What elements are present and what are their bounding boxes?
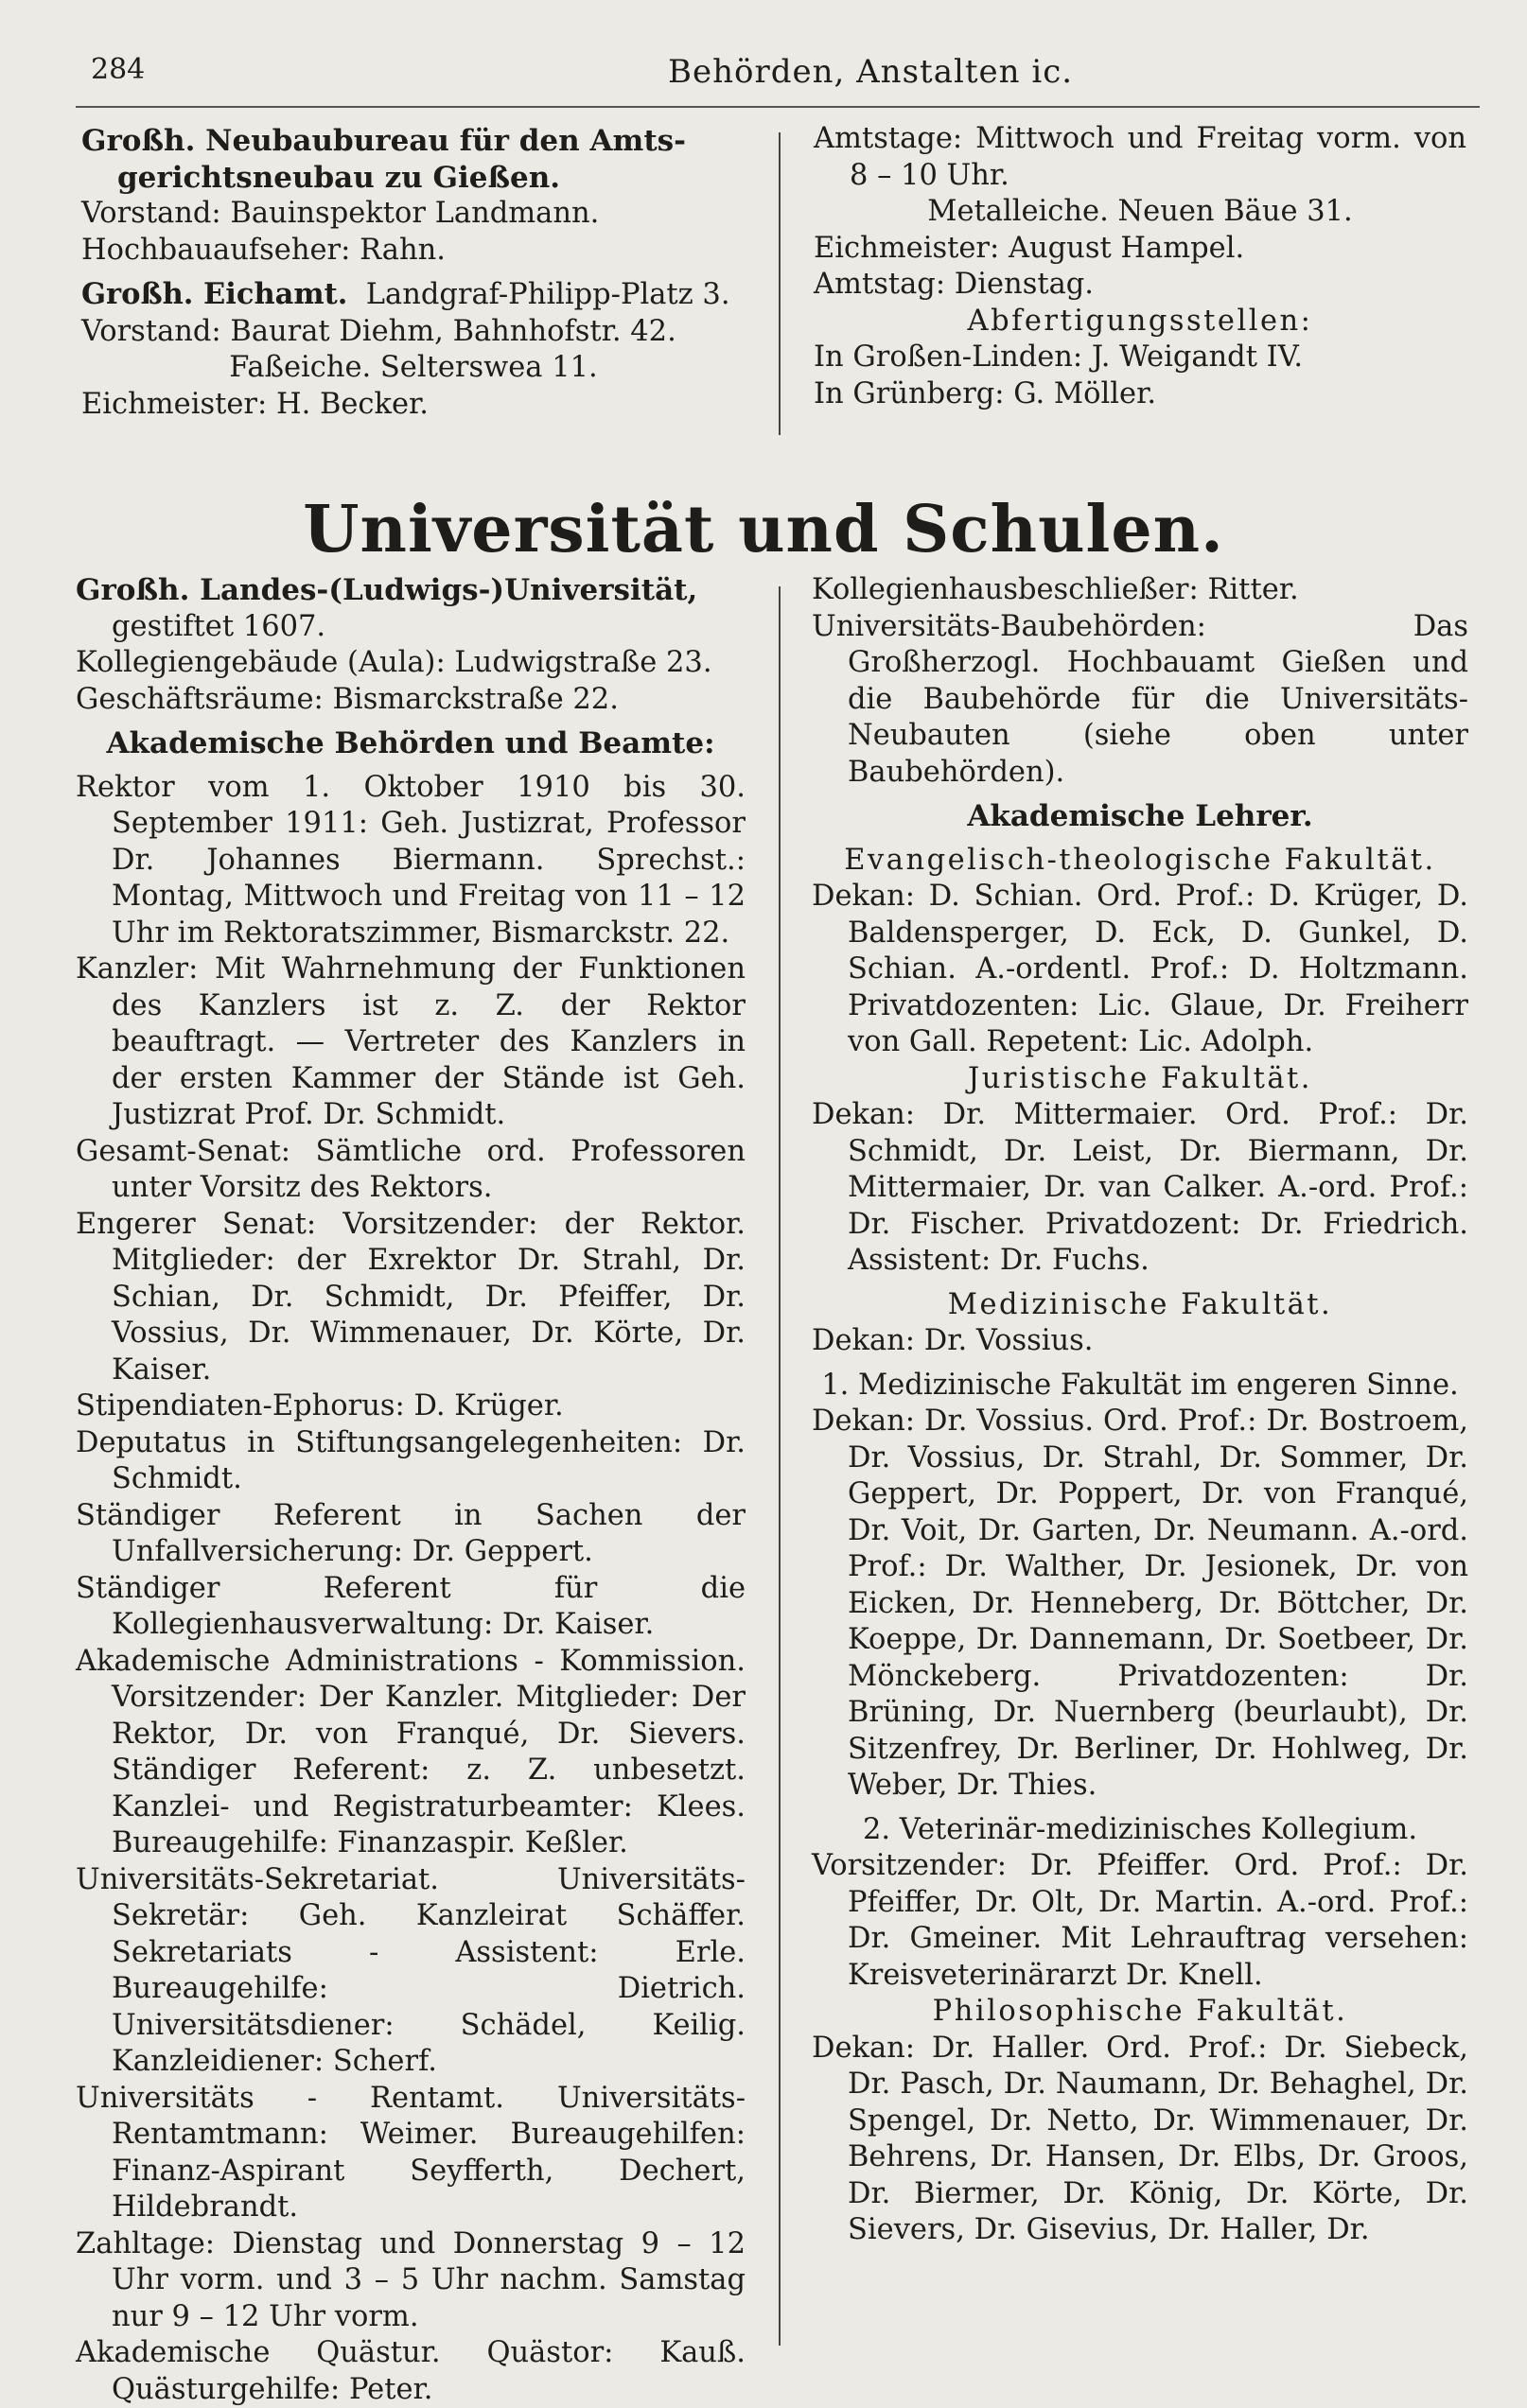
section-title: Universität und Schulen.: [303, 492, 1224, 567]
geschaeftsraeume: Geschäftsräume: Bismarckstraße 22.: [76, 682, 619, 716]
abfertigung-grossen-linden: In Großen-Linden: J. Weigandt IV.: [814, 340, 1304, 374]
neubau-title-line2: gerichtsneubau zu Gießen.: [117, 160, 561, 195]
zahltage-entry: Zahltage: Dienstag und Donnerstag 9 – 12 Uhr vorm. und 3 – 5 Uhr nachm. Samstag nur 9 – 12 Uhr vorm.: [76, 2226, 746, 2333]
behoerden-title: Akademische Behörden und Beamte:: [106, 726, 715, 760]
lehrer-title: Akademische Lehrer.: [967, 799, 1313, 833]
baubehoerden-entry: Universitäts-Baubehörden: Das Großherzogl. Hochbauamt Gießen und die Baubehörde für die Universitäts-Neubauten (siehe oben unter Baubehörden).: [812, 609, 1468, 789]
deputatus-entry: Deputatus in Stiftungsangelegenheiten: Dr. Schmidt.: [76, 1425, 746, 1495]
upper-left-column: [81, 123, 746, 423]
eichamt-eichmeister: Eichmeister: H. Becker.: [81, 387, 429, 421]
stipendiaten-entry: Stipendiaten-Ephorus: D. Krüger.: [76, 1389, 564, 1422]
jur-text: Dekan: Dr. Mittermaier. Ord. Prof.: Dr. Schmidt, Dr. Leist, Dr. Biermann, Dr. Mittermaier, Dr. van Calker. A.-ord. Prof.: Dr. Fischer. Privatdozent: Dr. Friedrich. Assistent: Dr. Fuchs.: [812, 1098, 1468, 1277]
evang-title: Evangelisch-theologische Fakultät.: [844, 843, 1436, 877]
uni-founded: gestiftet 1607.: [112, 609, 326, 643]
rektor-entry: Rektor vom 1. Oktober 1910 bis 30. September 1911: Geh. Justizrat, Professor Dr. Johannes Biermann. Sprechst.: Montag, Mittwoch und Freitag von 11 – 12 Uhr im Rektoratszimmer, Bismarckstr. 22.: [76, 770, 746, 950]
lower-left-column: [76, 572, 746, 2408]
med1-title: 1. Medizinische Fakultät im engeren Sinne.: [821, 1368, 1459, 1402]
kollegienhaus-entry: Ständiger Referent für die Kollegienhausverwaltung: Dr. Kaiser.: [76, 1571, 746, 1641]
administration-entry: Akademische Administrations - Kommission. Vorsitzender: Der Kanzler. Mitglieder: Der Rektor, Dr. von Franqué, Dr. Sievers. Ständiger Referent: z. Z. unbesetzt. Kanzlei- und Registraturbeamter: Klees. Bureaugehilfe: Finanzaspir. Keßler.: [76, 1644, 746, 1859]
lower-right-column: [812, 572, 1468, 2249]
evang-text: Dekan: D. Schian. Ord. Prof.: D. Krüger, D. Baldensperger, D. Eck, D. Gunkel, D. Schian. A.-ordentl. Prof.: D. Holtzmann. Privatdozenten: Lic. Glaue, Dr. Freiherr von Gall. Repetent: Lic. Adolph.: [812, 880, 1468, 1058]
abfertigung-title: Abfertigungsstellen:: [967, 304, 1313, 338]
gesamt-senat-entry: Gesamt-Senat: Sämtliche ord. Professoren unter Vorsitz des Rektors.: [76, 1134, 746, 1204]
metalleiche-eichmeister: Eichmeister: August Hampel.: [814, 231, 1245, 265]
engerer-senat-entry: Engerer Senat: Vorsitzender: der Rektor. Mitglieder: der Exrektor Dr. Strahl, Dr. Schian, Dr. Schmidt, Dr. Pfeiffer, Dr. Vossius, Dr. Wimmenauer, Dr. Körte, Dr. Kaiser.: [76, 1207, 746, 1387]
column-divider-bottom: [779, 586, 781, 2346]
med2-title: 2. Veterinär-medizinisches Kollegium.: [862, 1812, 1418, 1846]
neubau-aufseher: Hochbauaufseher: Rahn.: [81, 233, 446, 267]
column-divider-top: [779, 132, 781, 435]
upper-right-column: [814, 121, 1466, 412]
med1-text: Dekan: Dr. Vossius. Ord. Prof.: Dr. Bostroem, Dr. Vossius, Dr. Strahl, Dr. Sommer, Dr. Geppert, Dr. Poppert, Dr. von Franqué, Dr. Voit, Dr. Garten, Dr. Neumann. A.-ord. Prof.: Dr. Walther, Dr. Jesionek, Dr. von Eicken, Dr. Henneberg, Dr. Böttcher, Dr. Koeppe, Dr. Dannemann, Dr. Soetbeer, Dr. Mönckeberg. Privatdozenten: Dr. Brüning, Dr. Nuernberg (beurlaubt), Dr. Sitzenfrey, Dr. Berliner, Dr. Hohlweg, Dr. Weber, Dr. Thies.: [812, 1405, 1468, 1802]
quaestur-entry: Akademische Quästur. Quästor: Kauß. Quästurgehilfe: Peter.: [76, 2336, 746, 2406]
kanzler-entry: Kanzler: Mit Wahrnehmung der Funktionen des Kanzlers ist z. Z. der Rektor beauftragt. — Vertreter des Kanzlers in der ersten Kammer der Stände ist Geh. Justizrat Prof. Dr. Schmidt.: [76, 952, 746, 1131]
rentamt-entry: Universitäts - Rentamt. Universitäts-Rentamtmann: Weimer. Bureaugehilfen: Finanz-Aspirant Seyfferth, Dechert, Hildebrandt.: [76, 2081, 746, 2224]
neubau-title-line1: Großh. Neubaubureau für den Amts-: [81, 124, 686, 158]
unfall-entry: Ständiger Referent in Sachen der Unfallversicherung: Dr. Geppert.: [76, 1498, 746, 1568]
metalleiche: Metalleiche. Neuen Bäue 31.: [927, 195, 1353, 228]
jur-title: Juristische Fakultät.: [967, 1061, 1313, 1095]
running-title: Behörden, Anstalten ic.: [668, 53, 1074, 91]
phil-title: Philosophische Fakultät.: [932, 1995, 1348, 2028]
eichamt-title: Großh. Eichamt.: [81, 277, 348, 311]
abfertigung-gruenberg: In Grünberg: G. Möller.: [814, 376, 1157, 410]
fasseiche: Faßeiche. Selterswea 11.: [229, 351, 598, 384]
eichamt-address: Landgraf-Philipp-Platz 3.: [365, 278, 730, 311]
metalleiche-amtstag: Amtstag: Dienstag.: [814, 268, 1095, 301]
med-title: Medizinische Fakultät.: [947, 1287, 1333, 1321]
kollegiengebaeude: Kollegiengebäude (Aula): Ludwigstraße 23.: [76, 646, 712, 679]
header-rule: [76, 106, 1480, 108]
med-dekan: Dekan: Dr. Vossius.: [812, 1324, 1094, 1357]
sekretariat-entry: Universitäts-Sekretariat. Universitäts-Sekretär: Geh. Kanzleirat Schäffer. Sekretariats - Assistent: Erle. Bureaugehilfe: Dietrich. Universitätsdiener: Schädel, Keilig. Kanzleidiener: Scherf.: [76, 1862, 746, 2078]
amtstage: Amtstage: Mittwoch und Freitag vorm. von 8 – 10 Uhr.: [814, 122, 1466, 192]
beschliesser-entry: Kollegienhausbeschließer: Ritter.: [812, 573, 1299, 606]
eichamt-vorstand: Vorstand: Baurat Diehm, Bahnhofstr. 42.: [81, 314, 676, 348]
neubau-vorstand: Vorstand: Bauinspektor Landmann.: [81, 197, 600, 230]
eichamt-line: [81, 276, 746, 314]
uni-title: Großh. Landes-(Ludwigs-)Universität,: [76, 573, 698, 607]
page-number: 284: [91, 53, 146, 86]
phil-text: Dekan: Dr. Haller. Ord. Prof.: Dr. Siebeck, Dr. Pasch, Dr. Naumann, Dr. Behaghel, Dr. Spengel, Dr. Netto, Dr. Wimmenauer, Dr. Behrens, Dr. Hansen, Dr. Elbs, Dr. Groos, Dr. Biermer, Dr. König, Dr. Körte, Dr. Sievers, Dr. Gisevius, Dr. Haller, Dr.: [812, 2031, 1468, 2246]
med2-text: Vorsitzender: Dr. Pfeiffer. Ord. Prof.: Dr. Pfeiffer, Dr. Olt, Dr. Martin. A.-ord. Prof.: Dr. Gmeiner. Mit Lehrauftrag versehen: Kreisveterinärarzt Dr. Knell.: [812, 1849, 1468, 1992]
